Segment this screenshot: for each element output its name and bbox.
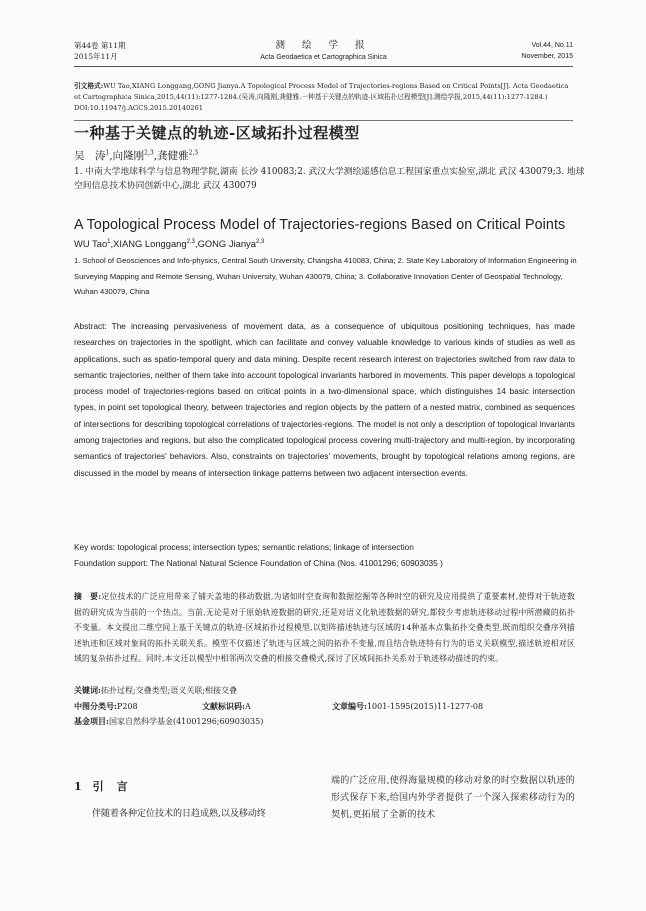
keywords-en-text: topological process; intersection types; semantic relations; linkage of intersection xyxy=(115,542,414,552)
article-number: 文章编号:1001-1595(2015)11-1277-08 xyxy=(332,701,484,711)
abstract-cn-text: 定位技术的广泛应用带来了铺天盖地的移动数据,为诸如时空查询和数据挖掘等各种时空的研究及应用提供了重要素材,使得对于轨迹数据的研究成为当前的一个热点。当前,无论是对于原始轨迹数据的研究,还是对语义化轨迹数据的研究,都较少考虑轨迹移动过程中所潜藏的拓扑不变量。本文提出二维空间上基于关键点的轨迹-区域拓扑过程模型,以矩阵描述轨迹与区域的14种基本点集拓扑交叠类型,既而组织交叠序列描述轨迹和区域对象间的拓扑关联关系。模型不仅描述了轨迹与区域之间的拓扑不变量,而且结合轨迹特有行为的语义关联模型,描述轨迹相对区域的复杂拓扑过程。同时,本文还以模型中相邻两次交叠的相接交叠模式,探讨了区域间拓扑关系对于轨迹移动描述的约束。 xyxy=(74,592,575,663)
author-en-1: WU Tao$^1$, xyxy=(74,238,114,250)
keywords-cn-text: 拓扑过程;交叠类型;语义关联;相接交叠 xyxy=(100,686,238,695)
volume-issue-cn: 第44卷 第11期 xyxy=(74,41,126,50)
keywords-en-label: Key words: xyxy=(74,542,116,552)
document-code: 文献标识码:A xyxy=(202,701,251,711)
body-column-right xyxy=(331,773,575,824)
body-column-left xyxy=(74,780,317,823)
foundation-en-label: Foundation support: xyxy=(74,558,148,568)
citation-label: 引文格式: xyxy=(74,82,104,90)
volume-issue-en: Vol.44, No.11 xyxy=(531,42,573,49)
author-en-3: GONG Jianya$^{2,3}$ xyxy=(197,238,265,250)
running-header xyxy=(74,40,573,64)
abstract-en-text: The increasing pervasiveness of movement data, as a consequence of ubiquitous positioning techniques, has made researches on trajectories in the spotlight, which can facilitate and convey valuable knowledge to various kinds of studies as well as applications, such as spatio-temporal query and data mining. Despite recent research interest on trajectories switched from raw data to semantic trajectories, neither of them take into account topological invariants harbored in movements. This paper develops a topological process model of trajectories-regions based on critical points in a two-dimensional space, which distinguishes 14 basic intersection types, in point set topological theory, between trajectories and region objects by the pattern of a nested matrix, combined as sequences of intersections for describing topological correlations of trajectories-regions. The model is not only a description of topological invariants among trajectories and regions, but also the complicated topological process covering multi-trajectory and multi-region, by incorporating semantics of trajectories' behaviors. Also, constraints on trajectories' movements, brought by topological relations among regions, are discussed in the model by means of intersection linkage patterns between two adjacent intersection events. xyxy=(74,321,575,478)
header-divider xyxy=(74,66,573,67)
author-cn-1: 吴 涛$^1$, xyxy=(74,149,113,162)
keywords-en xyxy=(74,540,586,554)
citation-block xyxy=(74,81,573,114)
foundation-en-text: The National Natural Science Foundation of China (Nos. 41001296; 60903035 ) xyxy=(147,558,443,568)
date-cn: 2015年11月 xyxy=(74,52,118,61)
affiliations-en: 1. School of Geosciences and Info-physics, Central South University, Changsha 410083, China; 2. State Key Laboratory of Information Engineering in Surveying Mapping and Remote Sensing, Wuhan University, Wuhan 430079, China; 3. Collaborative Innovation Center of Geospatial Technology, Wuhan 430079, China xyxy=(74,256,577,296)
abstract-cn xyxy=(74,589,575,667)
keywords-cn-label: 关键词: xyxy=(74,685,101,695)
title-en: A Topological Process Model of Trajectories-regions Based on Critical Points xyxy=(74,217,566,233)
title-cn: 一种基于关键点的轨迹-区域拓扑过程模型 xyxy=(74,124,360,142)
body-paragraph-right: 端的广泛应用,使得海量规模的移动对象的时空数据以轨迹的形式保存下来,给国内外学者提供了一个深入探索移动行为的契机,更拓展了全新的技术 xyxy=(331,776,575,820)
section-title: 引 言 xyxy=(92,780,129,793)
citation-text: WU Tao,XIANG Longgang,GONG Jianya.A Topological Process Model of Trajectories-regions Based on Critical Points[J]. Acta Geodaetica et Cartographica Sinica,2015,44(11):1277-1284.(吴涛,向隆刚,龚健雅.一种基于关键点的轨迹-区域拓扑过程模型[J].测绘学报,2015,44(11):1277-1284.) DOI:10.11947/j.AGCS.2015.20140261 xyxy=(74,82,569,112)
abstract-cn-label: 摘 要: xyxy=(74,592,102,601)
journal-name-en: Acta Geodaetica et Cartographica Sinica xyxy=(260,54,387,61)
section-number: 1 xyxy=(74,780,83,793)
affiliations-cn: 1. 中南大学地球科学与信息物理学院,湖南 长沙 410083;2. 武汉大学测绘遥感信息工程国家重点实验室,湖北 武汉 430079;3. 地球空间信息技术协同创新中心,湖北 武汉 430079 xyxy=(74,167,585,191)
header-volume-en xyxy=(522,40,573,62)
date-en: November, 2015 xyxy=(521,53,573,60)
citation-divider xyxy=(74,120,573,121)
foundation-cn-label: 基金项目: xyxy=(74,716,109,726)
foundation-en xyxy=(74,556,586,570)
abstract-en xyxy=(74,318,575,481)
authors-en xyxy=(74,236,264,250)
header-journal xyxy=(74,40,573,63)
author-cn-2: 向隆刚$^{2,3}$, xyxy=(112,149,158,162)
authors-cn xyxy=(74,146,198,163)
clc-number: 中图分类号:P208 xyxy=(74,701,138,711)
section-heading xyxy=(74,780,317,794)
abstract-en-label: Abstract: xyxy=(74,321,107,331)
foundation-cn xyxy=(74,714,263,729)
keywords-cn xyxy=(74,683,237,698)
author-en-2: XIANG Longgang$^{2,3}$, xyxy=(113,238,198,250)
author-cn-3: 龚健雅$^{2,3}$ xyxy=(157,149,199,162)
body-paragraph-left: 伴随着各种定位技术的日趋成熟,以及移动终 xyxy=(92,809,266,819)
journal-name-cn: 测 绘 学 报 xyxy=(275,40,372,51)
foundation-cn-text: 国家自然科学基金(41001296;60903035) xyxy=(108,717,264,726)
